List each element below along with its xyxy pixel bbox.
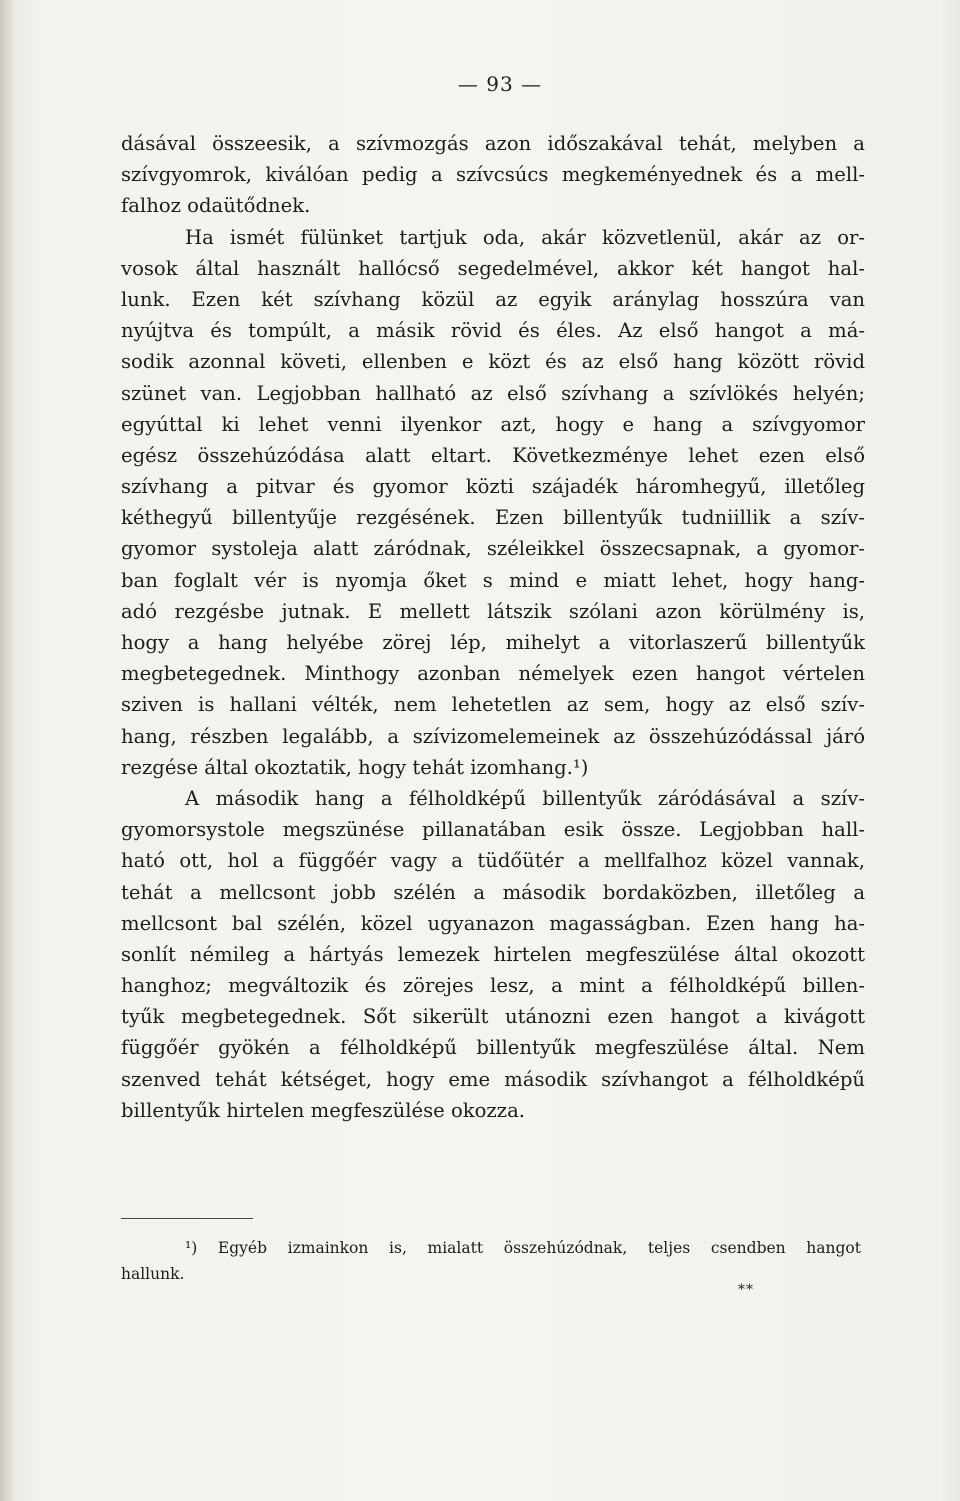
text-line: ható ott, hol a függőér vagy a tüdőütér a mellfalhoz közel vannak, — [121, 849, 865, 873]
text-line: dásával összeesik, a szívmozgás azon időszakával tehát, melyben a — [121, 132, 865, 155]
text-line: egyúttal ki lehet venni ilyenkor azt, hogy e hang a szívgyomor — [121, 412, 865, 436]
text-line: sonlít némileg a hártyás lemezek hirtelen megfeszülése által okozott — [121, 942, 865, 966]
text-line: rezgése által okoztatik, hogy tehát izomhang.¹) — [121, 755, 589, 779]
text-line: szünet van. Legjobban hallható az első szívhang a szívlökés helyén; — [121, 381, 865, 405]
text-line: hanghoz; megváltozik és zörejes lesz, a mint a félholdképű billen- — [121, 974, 865, 998]
text-line: adó rezgésbe jutnak. E mellett látszik szólani azon körülmény is, — [121, 599, 865, 623]
footnote-line: hallunk. — [121, 1265, 185, 1283]
text-line: szenved tehát kétséget, hogy eme második szívhangot a félholdképű — [121, 1067, 865, 1091]
text-line: A második hang a félholdképű billentyűk záródásával a szív- — [185, 786, 865, 810]
text-line: Ha ismét fülünket tartjuk oda, akár közvetlenül, akár az or- — [185, 225, 865, 249]
text-line: mellcsont bal szélén, közel ugyanazon magasságban. Ezen hang ha- — [121, 911, 865, 935]
text-line: ban foglalt vér is nyomja őket s mind e miatt lehet, hogy hang- — [121, 568, 865, 592]
text-line: sziven is hallani vélték, nem lehetetlen az sem, hogy az első szív- — [121, 693, 865, 717]
page-spine-shadow — [0, 0, 14, 1501]
text-line: tyűk megbetegednek. Sőt sikerült utánozni ezen hangot a kivágott — [121, 1005, 865, 1029]
text-line: függőér gyökén a félholdképű billentyűk megfeszülése által. Nem — [121, 1036, 865, 1060]
text-line: gyomorsystole megszünése pillanatában esik össze. Legjobban hall- — [121, 818, 865, 842]
text-line: kéthegyű billentyűje rezgésének. Ezen billentyűk tudniillik a szív- — [121, 506, 865, 530]
text-line: hang, részben legalább, a szívizomelemeinek az összehúzódással járó — [121, 724, 865, 748]
page-number: — 93 — — [457, 72, 543, 96]
text-line: nyújtva és tompúlt, a másik rövid és éles. Az első hangot a má- — [121, 319, 865, 343]
footnote — [121, 1235, 861, 1287]
text-line: megbetegednek. Minthogy azonban némelyek ezen hangot vértelen — [121, 662, 865, 686]
text-line: szívhang a pitvar és gyomor közti szájadék háromhegyű, illetőleg — [121, 475, 865, 499]
printer-ornament: ** — [738, 1282, 754, 1298]
text-line: hogy a hang helyébe zörej lép, mihelyt a vitorlaszerű billentyűk — [121, 631, 865, 654]
text-line: vosok által használt hallócső segedelmével, akkor két hangot hal- — [121, 256, 865, 280]
text-line: billentyűk hirtelen megfeszülése okozza. — [121, 1098, 525, 1122]
footnote-line: ¹) Egyéb izmainkon is, mialatt összehúzódnak, teljes csendben hangot — [185, 1239, 861, 1257]
text-line: szívgyomrok, kiválóan pedig a szívcsúcs megkeményednek és a mell- — [121, 163, 865, 187]
text-line: tehát a mellcsont jobb szélén a második bordaközben, illetőleg a — [121, 880, 865, 904]
footnote-divider — [121, 1218, 253, 1219]
text-line: falhoz odaütődnek. — [121, 194, 311, 218]
text-line: lunk. Ezen két szívhang közül az egyik aránylag hosszúra van — [121, 287, 865, 311]
body-text — [121, 128, 865, 1126]
text-line: egész összehúzódása alatt eltart. Következménye lehet ezen első — [121, 443, 865, 467]
text-line: gyomor systoleja alatt záródnak, széleikkel összecsapnak, a gyomor- — [121, 537, 865, 561]
text-line: sodik azonnal követi, ellenben e közt és az első hang között rövid — [121, 350, 865, 374]
